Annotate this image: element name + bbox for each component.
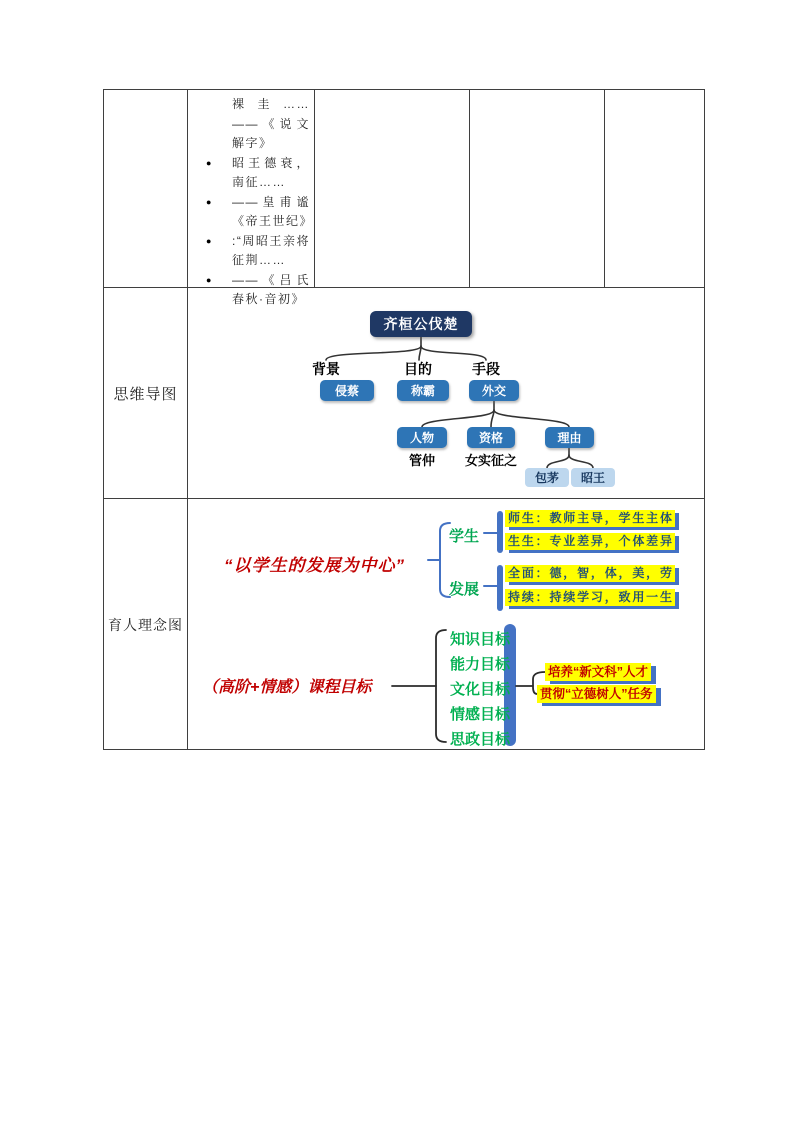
branch-label-develop: 发展 <box>449 581 480 598</box>
bullet-hidden <box>206 95 232 154</box>
bullet-icon: ● <box>206 274 212 285</box>
list-item <box>206 154 310 193</box>
mindmap-node: 人物 <box>397 427 447 448</box>
table-col-divider <box>469 90 470 287</box>
outcome-box: 培养“新文科”人才 <box>545 663 651 681</box>
bullet-icon: ● <box>206 235 212 246</box>
branch-label-student: 学生 <box>449 528 480 545</box>
goal-item: 情感目标 <box>450 706 511 723</box>
mindmap-node: 资格 <box>467 427 515 448</box>
mindmap-node: 侵蔡 <box>320 380 374 401</box>
list-item <box>206 95 310 154</box>
list-item <box>206 232 310 271</box>
branch-label: 手段 <box>472 361 500 377</box>
row-label-mindmap: 思维导图 <box>113 386 178 403</box>
mindmap-node: 包茅 <box>525 468 569 487</box>
citation-text: ——皇甫谧《帝王世纪》 <box>232 194 314 228</box>
mindmap-node: 理由 <box>545 427 594 448</box>
node-caption: 女实征之 <box>464 453 517 468</box>
bullet-icon: ● <box>206 157 212 168</box>
outcome-box: 贯彻“立德树人”任务 <box>537 685 656 703</box>
mindmap-node: 昭王 <box>571 468 615 487</box>
citation-text: ——《吕氏春秋·音初》 <box>232 272 310 306</box>
goal-item: 文化目标 <box>450 681 511 698</box>
mindmap-node: 外交 <box>469 380 519 401</box>
content-table <box>103 89 705 750</box>
table-col-divider <box>604 90 605 287</box>
mindmap-root-node: 齐桓公伐楚 <box>370 311 472 337</box>
node-caption: 管仲 <box>408 453 435 468</box>
highlight-box: 师生：教师主导，学生主体 <box>505 510 675 527</box>
highlight-box: 生生：专业差异，个体差异 <box>505 533 675 550</box>
citation-list-cell <box>188 90 314 306</box>
branch-label: 背景 <box>312 361 340 377</box>
citation-text: 裸圭……——《说文解字》 <box>232 97 310 150</box>
row-label-philosophy: 育人理念图 <box>108 617 183 633</box>
goal-item: 知识目标 <box>450 631 511 648</box>
citation-text: 昭王德衰，南征…… <box>232 155 310 189</box>
branch-label: 目的 <box>404 361 432 377</box>
slogan-student-centered: “以学生的发展为中心” <box>224 556 405 575</box>
list-item <box>206 193 314 232</box>
highlight-box: 全面：德，智，体，美，劳 <box>505 565 675 582</box>
bullet-icon: ● <box>206 196 212 207</box>
mindmap-node: 称霸 <box>397 380 449 401</box>
goal-item: 思政目标 <box>450 731 511 748</box>
philosophy-diagram <box>188 499 704 749</box>
table-col-divider <box>314 90 315 287</box>
slogan-course-goals: （高阶+情感）课程目标 <box>202 679 372 696</box>
goal-item: 能力目标 <box>450 656 511 673</box>
citation-text: :“周昭王亲将征荆…… <box>232 233 310 267</box>
mindmap-diagram <box>188 288 704 499</box>
highlight-box: 持续：持续学习，致用一生 <box>505 589 675 606</box>
